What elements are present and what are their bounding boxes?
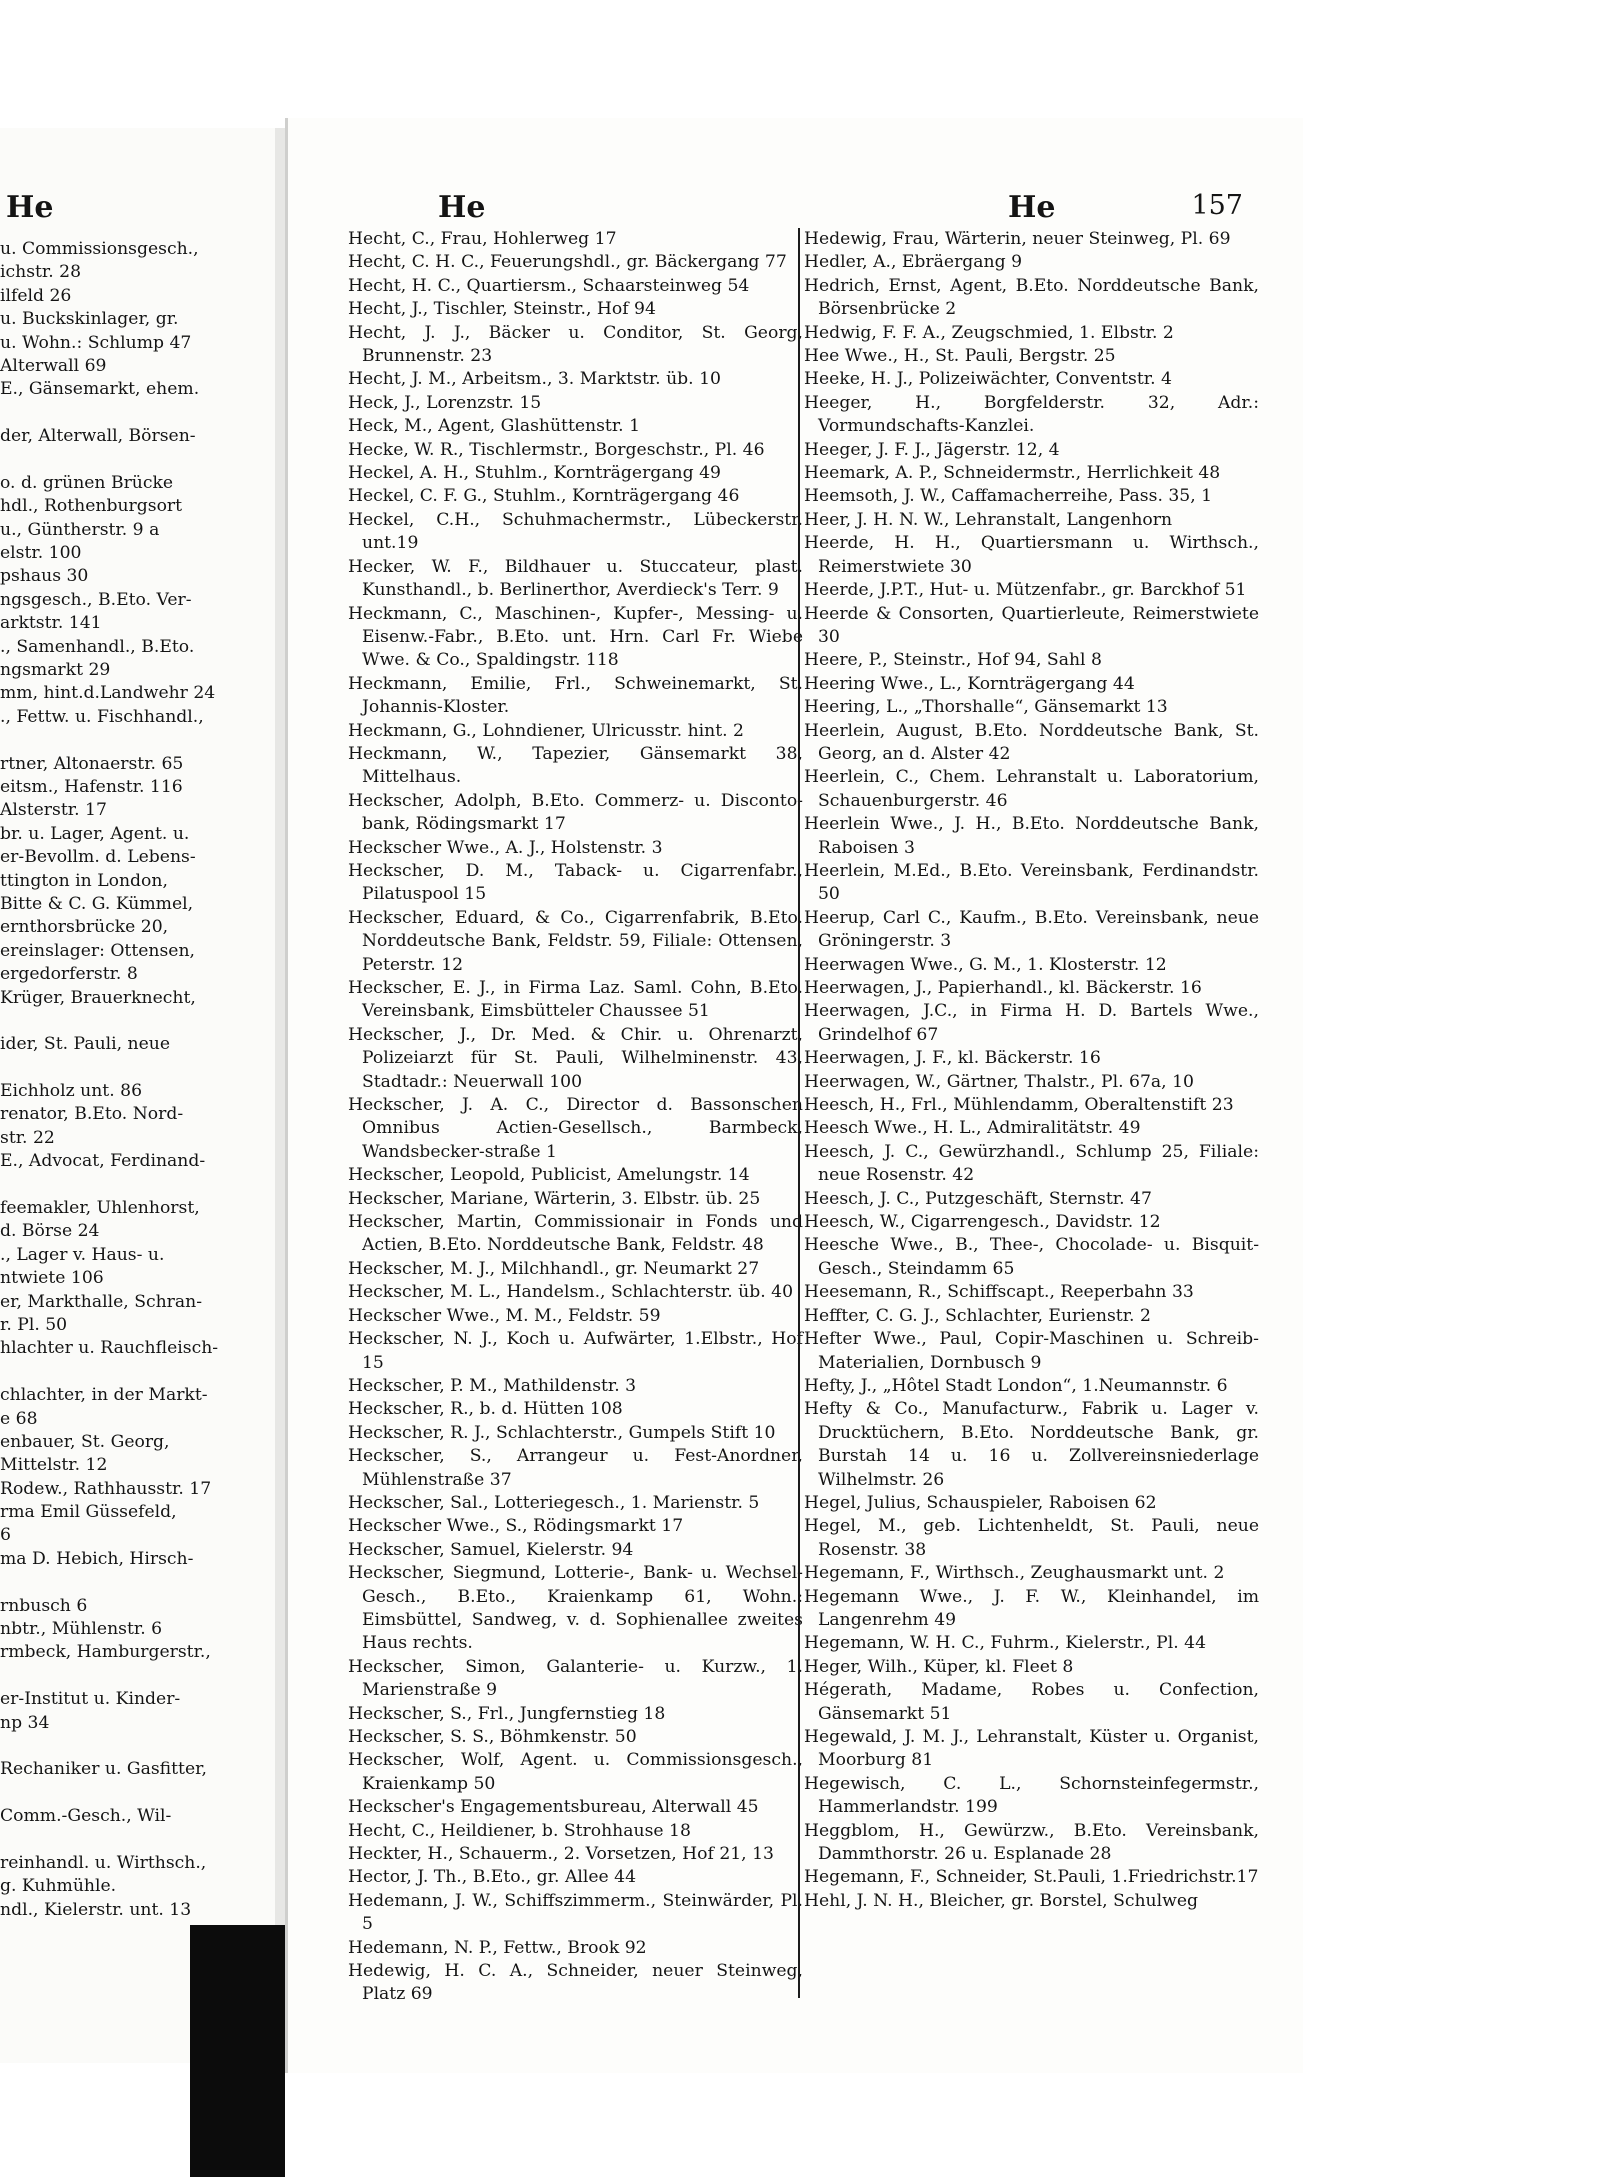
directory-entry: Heckscher, D. M., Taback- u. Cigarrenfabr., Pilatuspool 15 <box>348 860 803 905</box>
directory-entry: Hector, J. Th., B.Eto., gr. Allee 44 <box>348 1867 637 1888</box>
left-page-column <box>0 238 275 1922</box>
left-page-line: u. Commissionsgesch., <box>0 239 199 259</box>
left-page-line: reinhandl. u. Wirthsch., <box>0 1852 207 1873</box>
directory-entry: Heesch, J. C., Gewürzhandl., Schlump 25, Filiale: neue Rosenstr. 42 <box>804 1141 1259 1186</box>
left-page-line <box>0 1361 275 1384</box>
directory-entry: Heerde & Consorten, Quartierleute, Reimerstwiete 30 <box>804 603 1259 647</box>
directory-entry: Hedewig, Frau, Wärterin, neuer Steinweg, Pl. 69 <box>804 229 1231 249</box>
directory-entry: Heck, J., Lorenzstr. 15 <box>348 392 542 413</box>
directory-entry: Heckscher, Mariane, Wärterin, 3. Elbstr. üb. 25 <box>348 1188 761 1209</box>
directory-entry: Heemark, A. P., Schneidermstr., Herrlichkeit 48 <box>804 463 1221 484</box>
left-page-line <box>0 1174 275 1197</box>
directory-entry: Heerlein, August, B.Eto. Norddeutsche Bank, St. Georg, an d. Alster 42 <box>804 720 1259 764</box>
left-page-line: ichstr. 28 <box>0 262 82 283</box>
directory-entry: Hecke, W. R., Tischlermstr., Borgeschstr., Pl. 46 <box>348 439 765 460</box>
directory-entry: Heemsoth, J. W., Caffamacherreihe, Pass. 35, 1 <box>804 486 1213 507</box>
left-page-line: rma Emil Güssefeld, <box>0 1502 177 1523</box>
left-page-line: ttington in London, <box>0 870 168 891</box>
directory-entry: Hegemann, F., Schneider, St.Pauli, 1.Friedrichstr.17 <box>804 1867 1259 1888</box>
directory-entry: Hedwig, F. F. A., Zeugschmied, 1. Elbstr. 2 <box>804 322 1174 343</box>
left-page-line: ider, St. Pauli, neue <box>0 1034 171 1055</box>
directory-entry: Heerde, J.P.T., Hut- u. Mützenfabr., gr. Barckhof 51 <box>804 580 1247 601</box>
directory-entry: Heckmann, W., Tapezier, Gänsemarkt 38, Mittelhaus. <box>348 743 803 788</box>
left-page-line: er, Markthalle, Schran- <box>0 1291 203 1312</box>
directory-entry: Heckscher Wwe., M. M., Feldstr. 59 <box>348 1305 661 1326</box>
directory-entry: Heckscher, J. A. C., Director d. Bassonschen Omnibus Actien-Gesellsch., Barmbeck, Wandsbecker-straße 1 <box>348 1095 803 1162</box>
directory-entry: Heesch, W., Cigarrengesch., Davidstr. 12 <box>804 1212 1161 1233</box>
directory-entry: Heckmann, Emilie, Frl., Schweinemarkt, St. Johannis-Kloster. <box>348 673 803 718</box>
directory-entry: Heesch, H., Frl., Mühlendamm, Oberaltenstift 23 <box>804 1095 1234 1116</box>
left-page-line: 6 <box>0 1525 11 1546</box>
directory-entry: Heesemann, R., Schiffscapt., Reeperbahn 33 <box>804 1282 1194 1303</box>
directory-entry: Hegemann Wwe., J. F. W., Kleinhandel, im Langenrehm 49 <box>804 1586 1259 1630</box>
left-page-line: E., Advocat, Ferdinand- <box>0 1151 206 1172</box>
directory-entry: Heere, P., Steinstr., Hof 94, Sahl 8 <box>804 650 1102 671</box>
left-page-line: Bitte & C. G. Kümmel, <box>0 893 194 914</box>
left-page-line <box>0 402 275 425</box>
left-page-line: r. Pl. 50 <box>0 1314 68 1335</box>
left-page-line: mm, hint.d.Landwehr 24 <box>0 683 216 704</box>
left-page-line: ntwiete 106 <box>0 1268 104 1289</box>
directory-entry: Hecht, C., Heildiener, b. Strohhause 18 <box>348 1820 691 1841</box>
directory-entry: Heeke, H. J., Polizeiwächter, Conventstr. 4 <box>804 369 1172 390</box>
left-page-line: der, Alterwall, Börsen- <box>0 426 196 447</box>
directory-entry: Heesch, J. C., Putzgeschäft, Sternstr. 47 <box>804 1188 1152 1209</box>
directory-entry: Hefty & Co., Manufacturw., Fabrik u. Lager v. Drucktüchern, B.Eto. Norddeutsche Bank, gr. Burstah 14 u. 16 u. Zollvereinsniederlage Wilhelmstr. 26 <box>804 1399 1259 1490</box>
directory-entry: Heckscher, Leopold, Publicist, Amelungstr. 14 <box>348 1165 750 1186</box>
left-page-line: ernthorsbrücke 20, <box>0 917 169 938</box>
directory-entry: Heckscher's Engagementsbureau, Alterwall 45 <box>348 1797 759 1818</box>
directory-entry: Hedewig, H. C. A., Schneider, neuer Steinweg, Platz 69 <box>348 1961 803 2005</box>
directory-column-1 <box>348 228 803 2007</box>
left-page-line: Mittelstr. 12 <box>0 1455 108 1476</box>
directory-entry: Heckscher, Wolf, Agent. u. Commissionsgesch., Kraienkamp 50 <box>348 1750 803 1794</box>
left-page-line <box>0 729 275 752</box>
directory-entry: Heger, Wilh., Küper, kl. Fleet 8 <box>804 1656 1074 1677</box>
left-page-line: ereinslager: Ottensen, <box>0 940 196 961</box>
left-page-line: er-Institut u. Kinder- <box>0 1689 181 1710</box>
directory-entry: Heerlein Wwe., J. H., B.Eto. Norddeutsche Bank, Raboisen 3 <box>804 814 1259 858</box>
left-page-line: ., Fettw. u. Fischhandl., <box>0 706 204 727</box>
directory-entry: Hegemann, F., Wirthsch., Zeughausmarkt unt. 2 <box>804 1563 1225 1584</box>
directory-entry: Heckmann, G., Lohndiener, Ulricusstr. hint. 2 <box>348 720 744 741</box>
right-page <box>285 118 1303 2073</box>
directory-entry: Heckscher, Siegmund, Lotterie-, Bank- u. Wechsel-Gesch., B.Eto., Kraienkamp 61, Wohn.: Eimsbüttel, Sandweg, v. d. Sophienallee zweites Haus rechts. <box>348 1563 803 1654</box>
directory-entry: Heckel, C. F. G., Stuhlm., Kornträgergang 46 <box>348 486 740 507</box>
directory-entry: Heckscher, S., Frl., Jungfernstieg 18 <box>348 1703 666 1724</box>
left-page-line: chlachter, in der Markt- <box>0 1385 208 1406</box>
left-page <box>0 128 277 2063</box>
directory-entry: Heerlein, M.Ed., B.Eto. Vereinsbank, Ferdinandstr. 50 <box>804 860 1259 905</box>
directory-entry: Hecht, J. J., Bäcker u. Conditor, St. Georg, Brunnenstr. 23 <box>348 322 803 367</box>
directory-entry: Heesch Wwe., H. L., Admiralitätstr. 49 <box>804 1118 1141 1139</box>
left-page-line: elstr. 100 <box>0 543 82 564</box>
directory-entry: Heck, M., Agent, Glashüttenstr. 1 <box>348 416 641 437</box>
left-page-line: ilfeld 26 <box>0 285 72 306</box>
directory-entry: Heerlein, C., Chem. Lehranstalt u. Laboratorium, Schauenburgerstr. 46 <box>804 767 1259 811</box>
directory-entry: Hefty, J., „Hôtel Stadt London“, 1.Neumannstr. 6 <box>804 1375 1228 1396</box>
directory-entry: Heesche Wwe., B., Thee-, Chocolade- u. Bisquit-Gesch., Steindamm 65 <box>804 1235 1259 1279</box>
left-page-line: enbauer, St. Georg, <box>0 1431 170 1452</box>
left-page-line: ndl., Kielerstr. unt. 13 <box>0 1899 192 1920</box>
directory-entry: Hecht, C. H. C., Feuerungshdl., gr. Bäckergang 77 <box>348 252 787 273</box>
directory-entry: Hegemann, W. H. C., Fuhrm., Kielerstr., Pl. 44 <box>804 1633 1207 1654</box>
left-page-line: np 34 <box>0 1712 50 1733</box>
directory-entry: Heerwagen Wwe., G. M., 1. Klosterstr. 12 <box>804 954 1167 975</box>
left-page-line: Krüger, Brauerknecht, <box>0 987 196 1008</box>
directory-entry: Hecht, J. M., Arbeitsm., 3. Marktstr. üb. 10 <box>348 369 721 390</box>
directory-entry: Heerwagen, J.C., in Firma H. D. Bartels Wwe., Grindelhof 67 <box>804 1001 1259 1045</box>
directory-entry: Heffter, C. G. J., Schlachter, Eurienstr. 2 <box>804 1305 1151 1326</box>
directory-entry: Heerwagen, J., Papierhandl., kl. Bäckerstr. 16 <box>804 978 1202 998</box>
directory-entry: Heckscher, S. S., Böhmkenstr. 50 <box>348 1727 637 1747</box>
left-page-line <box>0 1735 275 1758</box>
directory-entry: Heckscher, Martin, Commissionair in Fonds und Actien, B.Eto. Norddeutsche Bank, Feldstr. 48 <box>348 1212 803 1256</box>
left-page-line: renator, B.Eto. Nord- <box>0 1104 184 1125</box>
left-page-line <box>0 1057 275 1080</box>
left-page-header: He <box>6 190 54 225</box>
directory-entry: Heerup, Carl C., Kaufm., B.Eto. Vereinsbank, neue Gröningerstr. 3 <box>804 907 1259 952</box>
left-page-line: eitsm., Hafenstr. 116 <box>0 776 183 797</box>
left-page-line: Rodew., Rathhausstr. 17 <box>0 1478 212 1499</box>
directory-entry: Hecht, H. C., Quartiersm., Schaarsteinweg 54 <box>348 275 750 296</box>
directory-entry: Heckter, H., Schauerm., 2. Vorsetzen, Hof 21, 13 <box>348 1844 774 1865</box>
left-page-line <box>0 1571 275 1594</box>
page-gutter <box>275 128 285 2063</box>
page-number: 157 <box>1191 190 1243 221</box>
left-page-line <box>0 449 275 472</box>
directory-entry: Heerwagen, J. F., kl. Bäckerstr. 16 <box>804 1048 1101 1069</box>
left-page-line: u., Güntherstr. 9 a <box>0 519 160 540</box>
left-page-line: ., Samenhandl., B.Eto. <box>0 636 195 657</box>
directory-entry: Hedler, A., Ebräergang 9 <box>804 252 1023 273</box>
left-page-line: o. d. grünen Brücke <box>0 472 174 493</box>
left-page-line: u. Buckskinlager, gr. <box>0 309 179 330</box>
directory-entry: Hecht, J., Tischler, Steinstr., Hof 94 <box>348 299 656 320</box>
directory-entry: Heerde, H. H., Quartiersmann u. Wirthsch., Reimerstwiete 30 <box>804 533 1259 577</box>
left-page-line: er-Bevollm. d. Lebens- <box>0 847 196 868</box>
directory-entry: Hecker, W. F., Bildhauer u. Stuccateur, plast. Kunsthandl., b. Berlinerthor, Averdieck's Terr. 9 <box>348 556 803 601</box>
directory-entry: Hedemann, N. P., Fettw., Brook 92 <box>348 1937 647 1958</box>
left-page-line: ma D. Hebich, Hirsch- <box>0 1548 194 1569</box>
directory-entry: Heckscher Wwe., S., Rödingsmarkt 17 <box>348 1516 684 1537</box>
left-page-line <box>0 1010 275 1033</box>
left-page-line: ., Lager v. Haus- u. <box>0 1244 165 1265</box>
directory-column-2 <box>798 228 1259 1998</box>
directory-entry: Hefter Wwe., Paul, Copir-Maschinen u. Schreib-Materialien, Dornbusch 9 <box>804 1329 1259 1373</box>
directory-entry: Heckmann, C., Maschinen-, Kupfer-, Messing- u. Eisenw.-Fabr., B.Eto. unt. Hrn. Carl Fr. Wiebe Wwe. & Co., Spaldingstr. 118 <box>348 603 803 671</box>
directory-entry: Heerwagen, W., Gärtner, Thalstr., Pl. 67a, 10 <box>804 1071 1194 1092</box>
right-page-header-left: He <box>438 190 486 225</box>
directory-entry: Heckscher, Adolph, B.Eto. Commerz- u. Disconto-bank, Rödingsmarkt 17 <box>348 790 803 835</box>
directory-entry: Hegel, Julius, Schauspieler, Raboisen 62 <box>804 1492 1157 1513</box>
left-page-line: Comm.-Gesch., Wil- <box>0 1806 172 1827</box>
left-page-line: br. u. Lager, Agent. u. <box>0 823 190 844</box>
left-page-line: Alterwall 69 <box>0 355 107 376</box>
directory-entry: Heeger, J. F. J., Jägerstr. 12, 4 <box>804 439 1060 460</box>
binding-shadow <box>190 1925 285 2177</box>
directory-entry: Heckscher, N. J., Koch u. Aufwärter, 1.Elbstr., Hof 15 <box>348 1329 803 1373</box>
left-page-line: feemakler, Uhlenhorst, <box>0 1198 200 1219</box>
directory-entry: Heckel, C.H., Schuhmachermstr., Lübeckerstr. unt.19 <box>348 509 803 554</box>
directory-entry: Heckscher, Samuel, Kielerstr. 94 <box>348 1539 634 1560</box>
directory-entry: Hegewisch, C. L., Schornsteinfegermstr., Hammerlandstr. 199 <box>804 1773 1259 1818</box>
directory-entry: Heckscher, J., Dr. Med. & Chir. u. Ohrenarzt, Polizeiarzt für St. Pauli, Wilhelminenstr. 43, Stadtadr.: Neuerwall 100 <box>348 1024 803 1092</box>
directory-entry: Heering, L., „Thorshalle“, Gänsemarkt 13 <box>804 697 1168 718</box>
left-page-line: E., Gänsemarkt, ehem. <box>0 379 200 400</box>
left-page-line <box>0 1665 275 1688</box>
directory-entry: Heckscher, M. J., Milchhandl., gr. Neumarkt 27 <box>348 1258 760 1279</box>
left-page-line: nbtr., Mühlenstr. 6 <box>0 1619 163 1640</box>
directory-entry: Hegewald, J. M. J., Lehranstalt, Küster u. Organist, Moorburg 81 <box>804 1727 1259 1771</box>
directory-entry: Hedemann, J. W., Schiffszimmerm., Steinwärder, Pl. 5 <box>348 1890 803 1935</box>
left-page-line: pshaus 30 <box>0 566 89 587</box>
directory-entry: Heer, J. H. N. W., Lehranstalt, Langenhorn <box>804 509 1173 530</box>
left-page-line <box>0 1829 275 1852</box>
directory-entry: Hégerath, Madame, Robes u. Confection, Gänsemarkt 51 <box>804 1680 1259 1724</box>
left-page-line: ngsmarkt 29 <box>0 660 111 681</box>
left-page-line: rmbeck, Hamburgerstr., <box>0 1642 211 1663</box>
left-page-line: e 68 <box>0 1408 38 1429</box>
directory-entry: Hee Wwe., H., St. Pauli, Bergstr. 25 <box>804 346 1116 367</box>
directory-entry: Heckscher, M. L., Handelsm., Schlachterstr. üb. 40 <box>348 1282 794 1303</box>
left-page-line: rtner, Altonaerstr. 65 <box>0 753 184 774</box>
directory-entry: Heckscher, S., Arrangeur u. Fest-Anordner, Mühlenstraße 37 <box>348 1446 803 1490</box>
left-page-line: Alsterstr. 17 <box>0 800 107 821</box>
left-page-line: d. Börse 24 <box>0 1221 100 1242</box>
left-page-line: hlachter u. Rauchfleisch- <box>0 1338 219 1359</box>
left-page-line: ergedorferstr. 8 <box>0 964 138 985</box>
directory-entry: Hedrich, Ernst, Agent, B.Eto. Norddeutsche Bank, Börsenbrücke 2 <box>804 275 1259 320</box>
directory-entry: Heckscher, Eduard, & Co., Cigarrenfabrik, B.Eto. Norddeutsche Bank, Feldstr. 59, Filiale: Ottensen, Peterstr. 12 <box>348 907 803 975</box>
directory-entry: Heering Wwe., L., Kornträgergang 44 <box>804 673 1135 694</box>
directory-entry: Heckscher, E. J., in Firma Laz. Saml. Cohn, B.Eto. Vereinsbank, Eimsbütteler Chaussee 51 <box>348 978 803 1022</box>
left-page-line: Eichholz unt. 86 <box>0 1081 143 1102</box>
directory-entry: Hecht, C., Frau, Hohlerweg 17 <box>348 229 617 249</box>
directory-entry: Heckscher Wwe., A. J., Holstenstr. 3 <box>348 837 663 858</box>
directory-entry: Heckscher, Sal., Lotteriegesch., 1. Marienstr. 5 <box>348 1492 760 1513</box>
left-page-line: u. Wohn.: Schlump 47 <box>0 332 192 353</box>
directory-entry: Heggblom, H., Gewürzw., B.Eto. Vereinsbank, Dammthorstr. 26 u. Esplanade 28 <box>804 1820 1259 1865</box>
left-page-line: Rechaniker u. Gasfitter, <box>0 1759 207 1780</box>
directory-entry: Heckscher, R., b. d. Hütten 108 <box>348 1399 623 1420</box>
directory-entry: Hehl, J. N. H., Bleicher, gr. Borstel, Schulweg <box>804 1890 1198 1911</box>
directory-entry: Heeger, H., Borgfelderstr. 32, Adr.: Vormundschafts-Kanzlei. <box>804 392 1259 437</box>
directory-entry: Heckscher, P. M., Mathildenstr. 3 <box>348 1375 637 1396</box>
left-page-line: ngsgesch., B.Eto. Ver- <box>0 589 192 610</box>
left-page-line <box>0 1782 275 1805</box>
right-page-header-right: He <box>1008 190 1056 225</box>
left-page-line: g. Kuhmühle. <box>0 1876 117 1897</box>
directory-entry: Heckscher, R. J., Schlachterstr., Gumpels Stift 10 <box>348 1422 776 1443</box>
directory-entry: Heckscher, Simon, Galanterie- u. Kurzw., 1. Marienstraße 9 <box>348 1656 803 1701</box>
left-page-line: str. 22 <box>0 1127 55 1148</box>
left-page-line: hdl., Rothenburgsort <box>0 496 183 517</box>
left-page-line: arktstr. 141 <box>0 613 102 634</box>
directory-entry: Hegel, M., geb. Lichtenheldt, St. Pauli, neue Rosenstr. 38 <box>804 1516 1259 1560</box>
directory-entry: Heckel, A. H., Stuhlm., Kornträgergang 49 <box>348 463 721 484</box>
left-page-line: rnbusch 6 <box>0 1595 88 1616</box>
